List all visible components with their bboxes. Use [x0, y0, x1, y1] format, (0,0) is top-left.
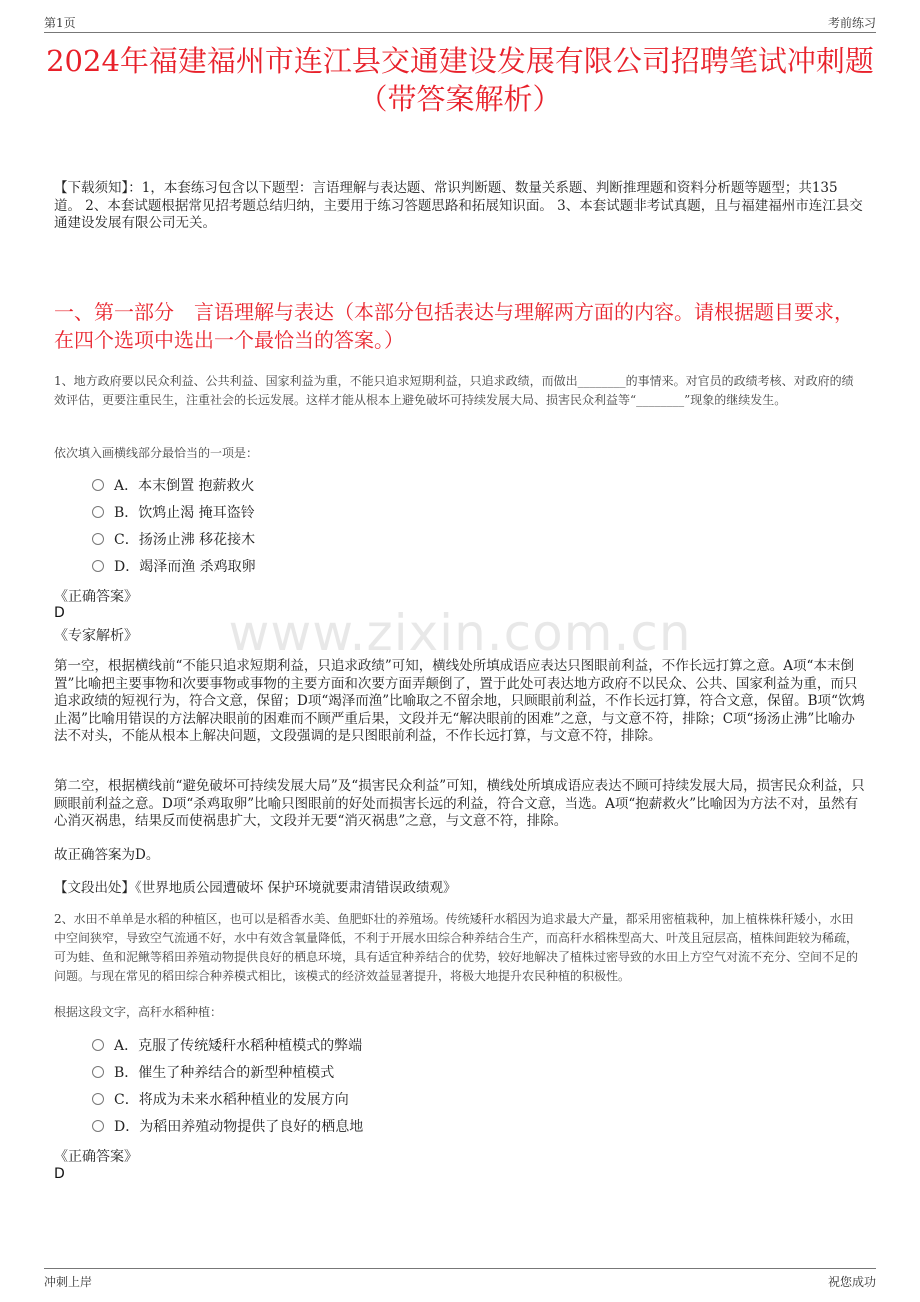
radio-icon[interactable]: [92, 1093, 104, 1105]
question-1-analysis-para-2: 第二空，根据横线前“避免破坏可持续发展大局”及“损害民众利益”可知，横线处所填成语应表达不顾可持续发展大局，损害民众利益，只顾眼前利益之意。D项“杀鸡取卵”比喻只图眼前的好处而损害长远的利益，符合文意，当选。A项“抱薪救火”比喻因为方法不对，虽然有心消灭祸患，结果反而使祸患扩大，文段并无要“消灭祸患”之意，与文意不符，排除。: [54, 778, 865, 829]
question-1-option-c[interactable]: C．扬汤止沸 移花接木: [92, 529, 255, 551]
question-2-option-d[interactable]: D．为稻田养殖动物提供了良好的栖息地: [92, 1116, 363, 1138]
footer-right: 祝您成功: [827, 1275, 876, 1289]
watermark: www.zixin.com.cn: [228, 604, 692, 662]
question-2-answer-label: 《正确答案》: [54, 1149, 138, 1165]
radio-icon[interactable]: [92, 1066, 104, 1078]
radio-icon[interactable]: [92, 533, 104, 545]
page-number: 第1页: [44, 16, 76, 30]
radio-icon[interactable]: [92, 506, 104, 518]
question-1-option-a[interactable]: A．本末倒置 抱薪救火: [92, 475, 255, 497]
question-1-analysis-para-3: 故正确答案为D。: [54, 847, 160, 863]
question-2-text: 2、水田不单单是水稻的种植区，也可以是稻香水美、鱼肥虾壮的养殖场。传统矮秆水稻因为追求最大产量，都采用密植栽种，加上植株株秆矮小，水田中空间狭窄，导致空气流通不好，水中有效含氧量降低，不利于开展水田综合种养结合生产，而高秆水稻株型高大、叶茂且冠层高，植株间距较为稀疏，可为蛙、鱼和泥鳅等稻田养殖动物提供良好的栖息环境，具有适宜种养结合的优势，较好地解决了植株过密导致的水田上方空气对流不充分、空间不足的问题。与现在常见的稻田综合种养模式相比，该模式的经济效益显著提升，将极大地提升农民种植的积极性。: [54, 912, 859, 983]
question-2-option-a[interactable]: A．克服了传统矮秆水稻种植模式的弊端: [92, 1035, 362, 1057]
radio-icon[interactable]: [92, 1039, 104, 1051]
question-2-answer: D: [54, 1166, 65, 1182]
question-1-analysis-para-1: 第一空，根据横线前“不能只追求短期利益，只追求政绩”可知，横线处所填成语应表达只图眼前利益，不作长远打算之意。A项“本末倒置”比喻把主要事物和次要事物或事物的主要方面和次要方面弄颠倒了，置于此处可表达地方政府不以民众、公共、国家利益为重，而只追求政绩的短视行为，符合文意，保留；D项“竭泽而渔”比喻取之不留余地，只顾眼前利益，不作长远打算，符合文意，保留。B项“饮鸩止渴”比喻用错误的方法解决眼前的困难而不顾严重后果，文段并无“解决眼前的困难”之意，与文意不符，排除；C项“扬汤止沸”比喻办法不对头，不能从根本上解决问题，文段强调的是只图眼前利益，不作长远打算，与文意不符，排除。: [54, 658, 865, 744]
question-1-prompt: 依次填入画横线部分最恰当的一项是：: [54, 446, 259, 460]
question-1-analysis-label: 《专家解析》: [54, 628, 138, 644]
section-heading: 一、第一部分 言语理解与表达（本部分包括表达与理解两方面的内容。请根据题目要求，在四个选项中选出一个最恰当的答案。）: [54, 300, 854, 352]
question-1-answer-label: 《正确答案》: [54, 589, 138, 605]
question-2-prompt: 根据这段文字，高秆水稻种植：: [54, 1005, 223, 1019]
question-1-option-b[interactable]: B．饮鸩止渴 掩耳盗铃: [92, 502, 255, 524]
question-1-answer: D: [54, 605, 65, 621]
question-1-text: 1、地方政府要以民众利益、公共利益、国家利益为重，不能只追求短期利益，只追求政绩，而做出________的事情来。对官员的政绩考核、对政府的绩效评估，更要注重民生，注重社会的长远发展。这样才能从根本上避免破坏可持续发展大局、损害民众利益等“________”现象的继续发生。: [54, 374, 854, 407]
question-1-option-d[interactable]: D．竭泽而渔 杀鸡取卵: [92, 556, 256, 578]
footer-left: 冲刺上岸: [44, 1275, 93, 1289]
page-footer: [44, 1268, 876, 1291]
question-1-source: 【文段出处】《世界地质公园遭破坏 保护环境就要肃清错误政绩观》: [54, 880, 457, 896]
document-title: 2024年福建福州市连江县交通建设发展有限公司招聘笔试冲刺题（带答案解析）: [46, 44, 874, 116]
page-header: [44, 12, 876, 33]
header-label: 考前练习: [827, 16, 876, 30]
question-2-option-b[interactable]: B．催生了种养结合的新型种植模式: [92, 1062, 334, 1084]
radio-icon[interactable]: [92, 479, 104, 491]
question-2-option-c[interactable]: C．将成为未来水稻种植业的发展方向: [92, 1089, 349, 1111]
radio-icon[interactable]: [92, 560, 104, 572]
radio-icon[interactable]: [92, 1120, 104, 1132]
download-notice: 【下载须知】：1，本套练习包含以下题型：言语理解与表达题、常识判断题、数量关系题、判断推理题和资料分析题等题型；共135道。 2、本套试题根据常见招考题总结归纳，主要用于练习答题思路和拓展知识面。 3、本套试题非考试真题，且与福建福州市连江县交通建设发展有限公司无关。: [54, 180, 863, 231]
